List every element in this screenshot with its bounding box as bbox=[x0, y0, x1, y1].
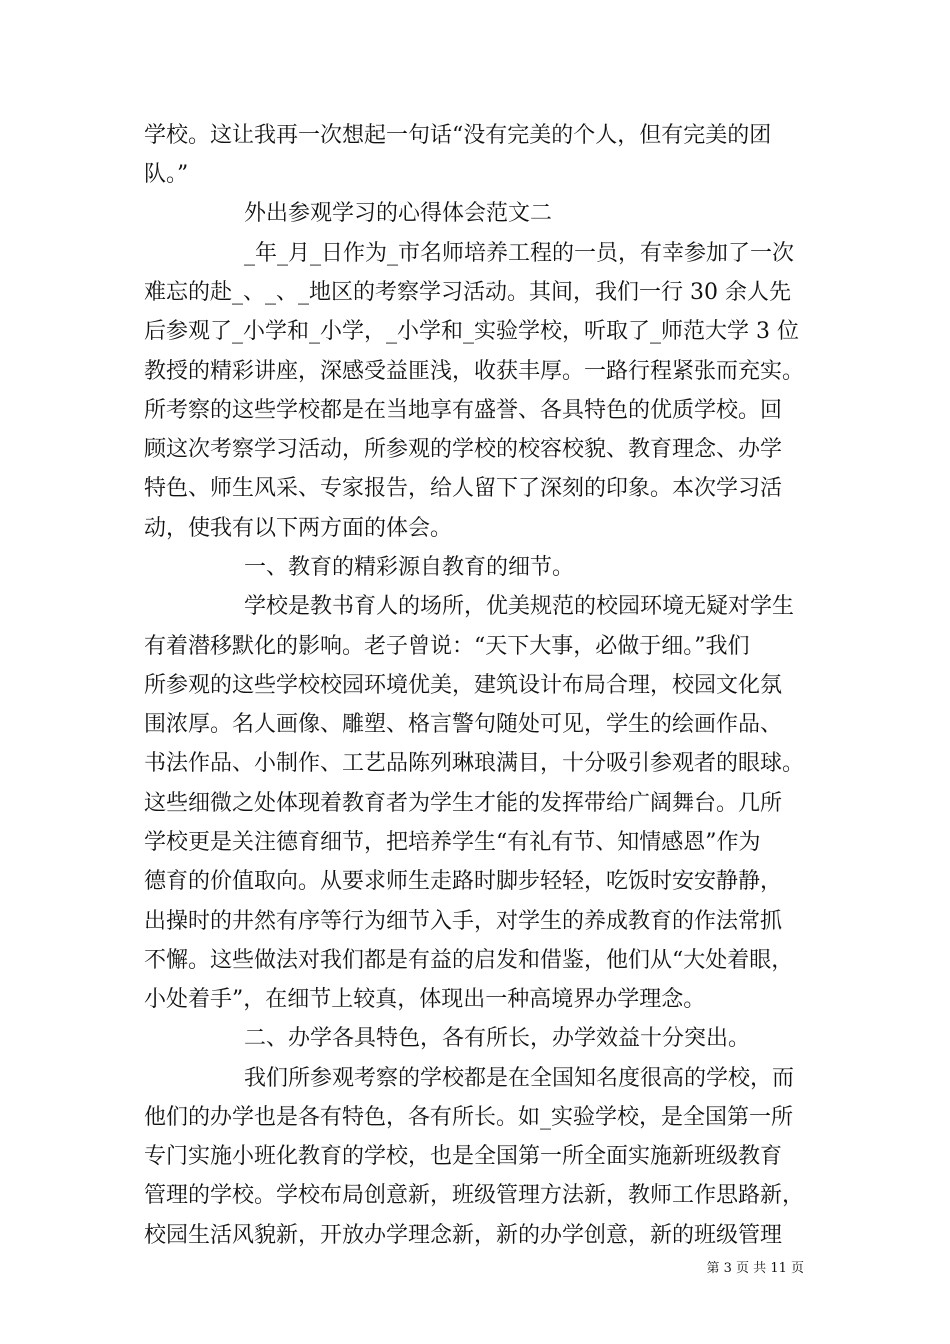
text-line: 学校。这让我再一次想起一句话“没有完美的个人，但有完美的团 bbox=[144, 123, 772, 148]
text-line: 校园生活风貌新，开放办学理念新，新的办学创意，新的班级管理 bbox=[144, 1223, 783, 1248]
text-line: 队。” bbox=[144, 162, 189, 187]
text-line: 难忘的赴_、_、_地区的考察学习活动。其间，我们一行 30 余人先 bbox=[144, 280, 791, 305]
text-line: 专门实施小班化教育的学校，也是全国第一所全面实施新班级教育 bbox=[144, 1144, 783, 1169]
text-line: 出操时的井然有序等行为细节入手，对学生的养成教育的作法常抓 bbox=[144, 909, 783, 934]
text-line: 后参观了_小学和_小学，_小学和_实验学校，听取了_师范大学 3 位 bbox=[144, 319, 799, 344]
text-line: 管理的学校。学校布局创意新，班级管理方法新，教师工作思路新， bbox=[144, 1183, 805, 1208]
text-line: 书法作品、小制作、工艺品陈列琳琅满目，十分吸引参观者的眼球。 bbox=[144, 751, 805, 776]
text-line: 所考察的这些学校都是在当地享有盛誉、各具特色的优质学校。回 bbox=[144, 398, 783, 423]
text-line: 这些细微之处体现着教育者为学生才能的发挥带给广阔舞台。几所 bbox=[144, 791, 783, 816]
text-line: 有着潜移默化的影响。老子曾说：“天下大事，必做于细。”我们 bbox=[144, 634, 750, 659]
section-title: 外出参观学习的心得体会范文二 bbox=[244, 201, 553, 226]
section-heading: 一、教育的精彩源自教育的细节。 bbox=[244, 555, 575, 580]
text-line: 教授的精彩讲座，深感受益匪浅，收获丰厚。一路行程紧张而充实。 bbox=[144, 359, 805, 384]
text-line: 学校是教书育人的场所，优美规范的校园环境无疑对学生 bbox=[244, 594, 795, 619]
text-line: 顾这次考察学习活动，所参观的学校的校容校貌、教育理念、办学 bbox=[144, 437, 783, 462]
text-line: 所参观的这些学校校园环境优美，建筑设计布局合理，校园文化氛 bbox=[144, 673, 783, 698]
page-number-footer: 第 3 页 共 11 页 bbox=[706, 1261, 804, 1276]
text-line: 围浓厚。名人画像、雕塑、格言警句随处可见，学生的绘画作品、 bbox=[144, 712, 783, 737]
text-line: 特色、师生风采、专家报告，给人留下了深刻的印象。本次学习活 bbox=[144, 476, 783, 501]
text-line: 他们的办学也是各有特色，各有所长。如_实验学校，是全国第一所 bbox=[144, 1105, 794, 1130]
text-line: 小处着手”，在细节上较真，体现出一种高境界办学理念。 bbox=[144, 987, 706, 1012]
section-heading: 二、办学各具特色，各有所长，办学效益十分突出。 bbox=[244, 1026, 751, 1051]
text-line: 德育的价值取向。从要求师生走路时脚步轻轻，吃饭时安安静静， bbox=[144, 869, 783, 894]
text-line: 不懈。这些做法对我们都是有益的启发和借鉴，他们从“大处着眼， bbox=[144, 948, 794, 973]
text-line: 学校更是关注德育细节，把培养学生“有礼有节、知情感恩”作为 bbox=[144, 830, 761, 855]
text-line: 动，使我有以下两方面的体会。 bbox=[144, 516, 453, 541]
text-line: 我们所参观考察的学校都是在全国知名度很高的学校，而 bbox=[244, 1066, 795, 1091]
text-line: _年_月_日作为_市名师培养工程的一员，有幸参加了一次 bbox=[244, 241, 795, 266]
